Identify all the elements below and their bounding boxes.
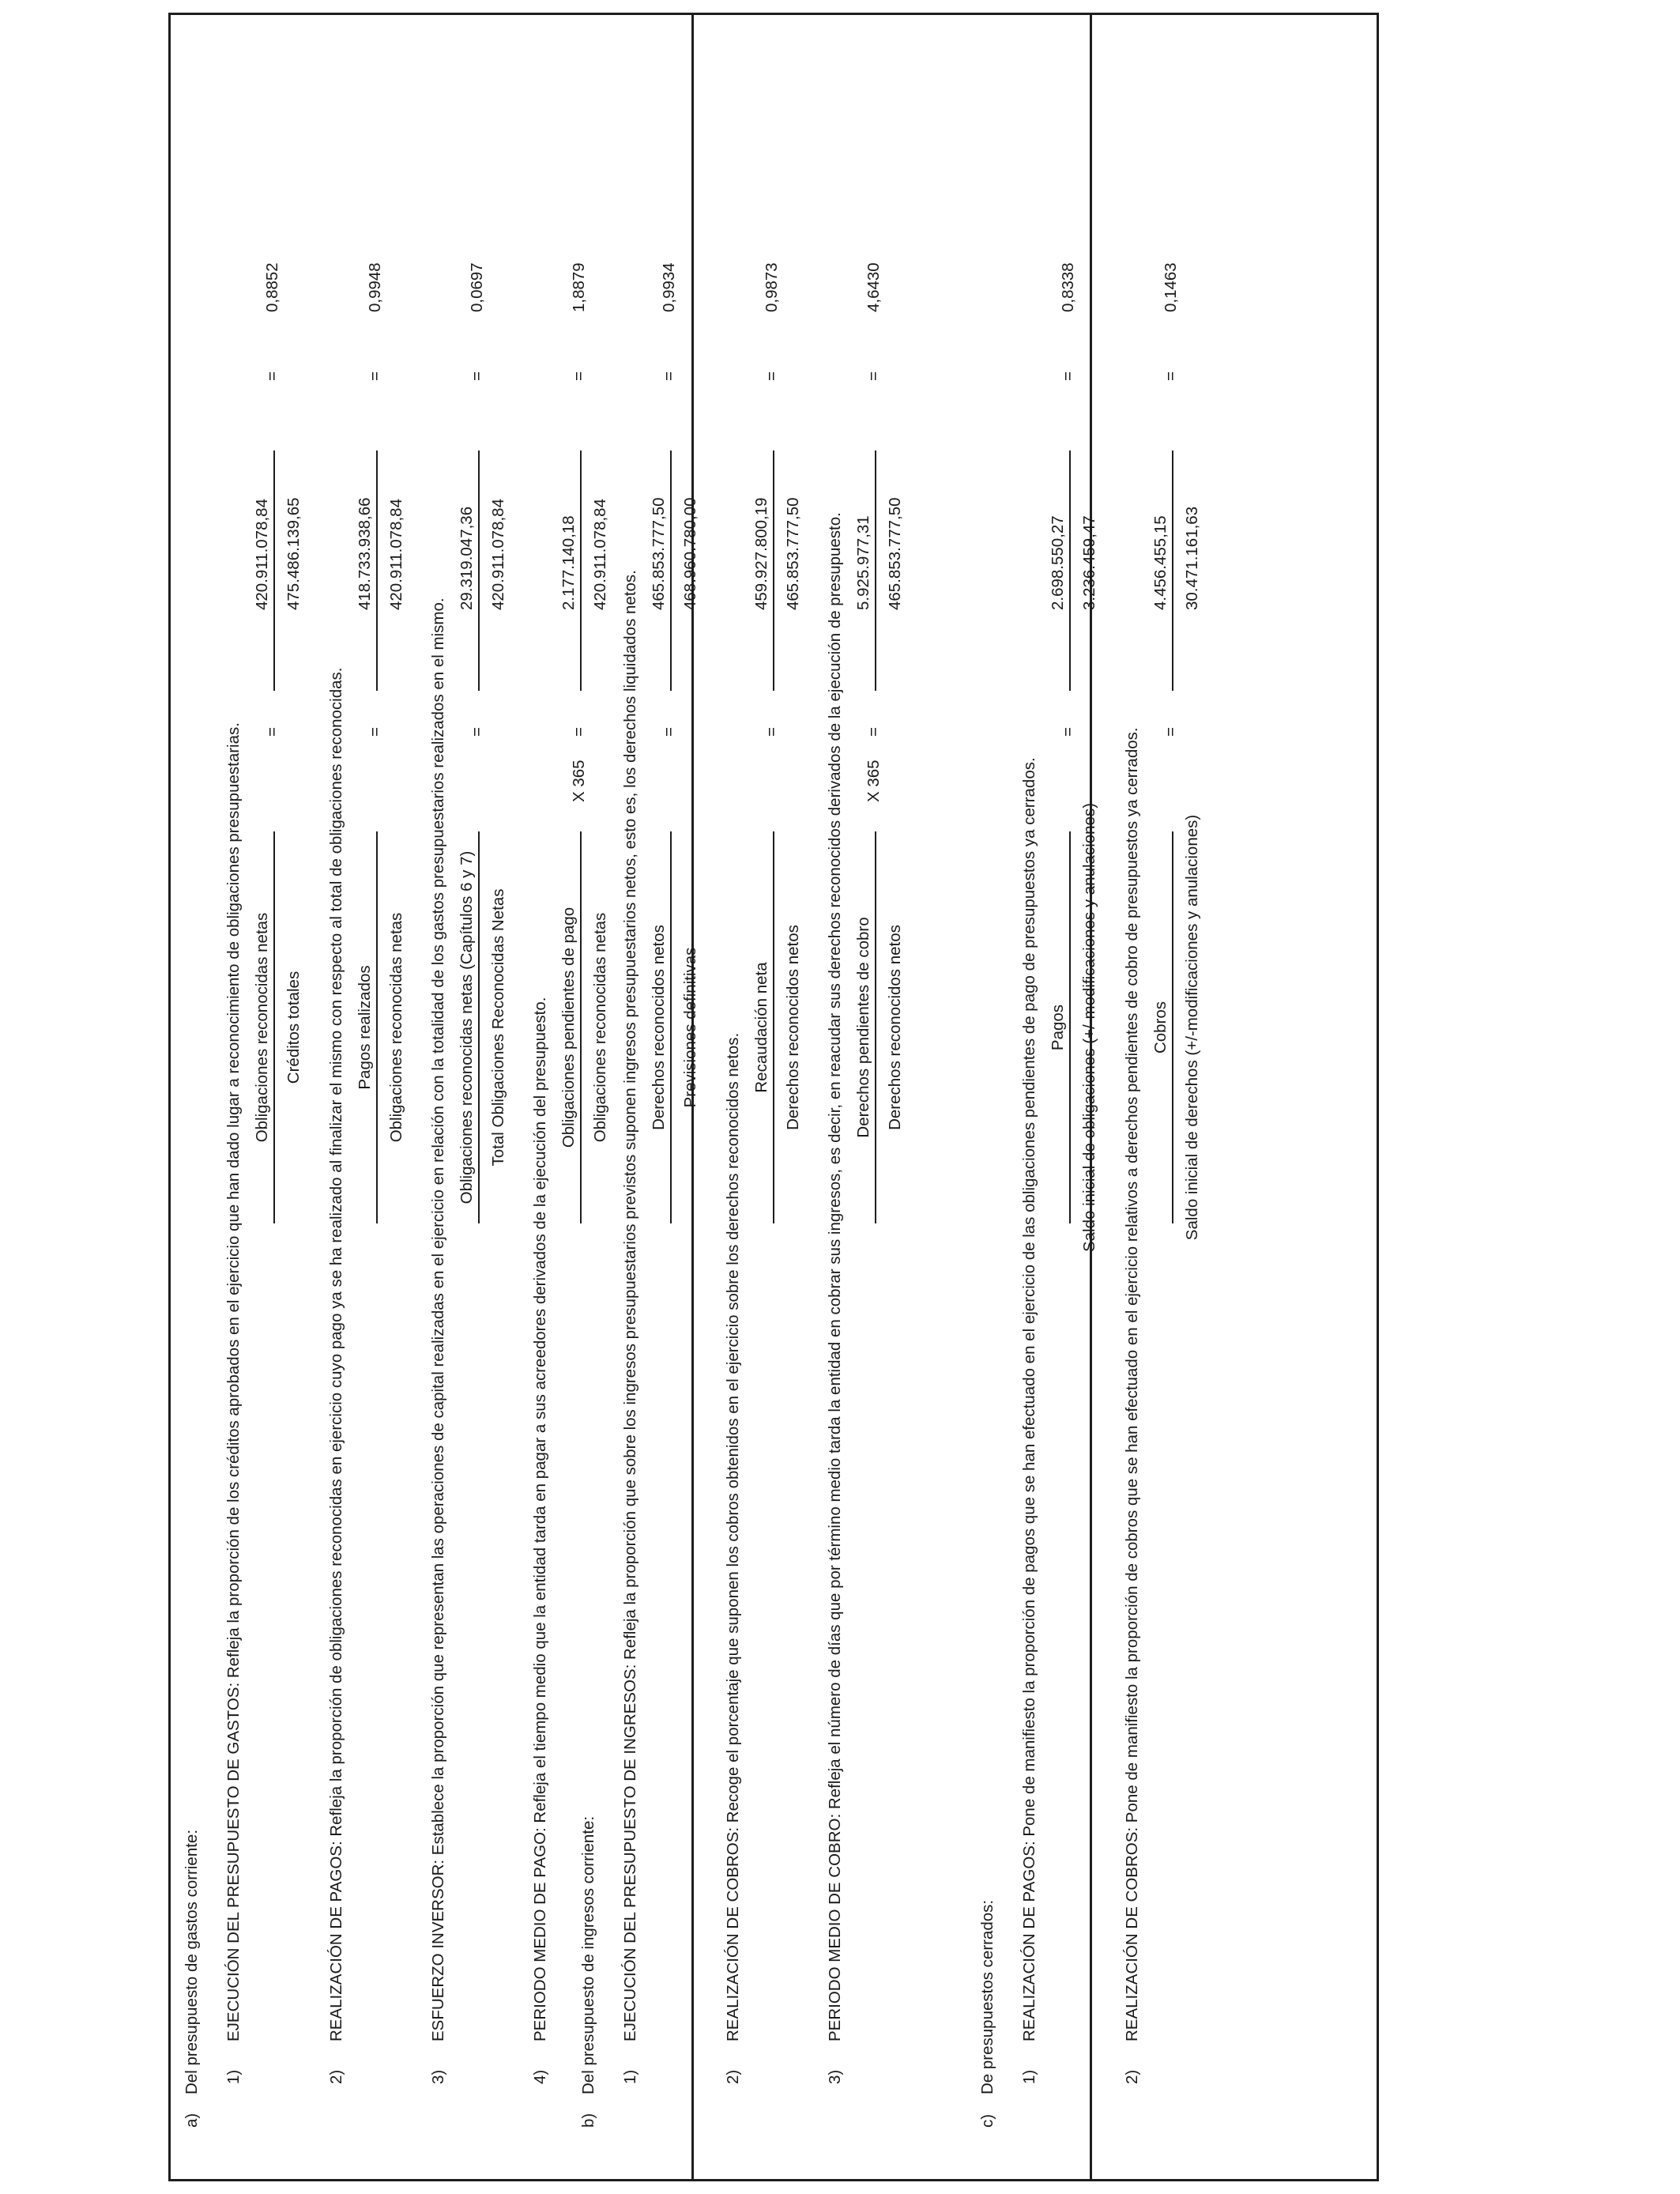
fraction-bar xyxy=(478,831,480,1223)
denominator-value: 465.853.777,50 xyxy=(886,497,904,610)
document-page xyxy=(168,13,1379,2181)
section-title: Del presupuesto de gastos corriente: xyxy=(183,1829,201,2094)
value-fraction-bar xyxy=(670,450,672,691)
equals-sign: = xyxy=(763,727,781,737)
equals-sign: = xyxy=(366,727,384,737)
equals-sign: = xyxy=(263,371,281,381)
value-fraction-bar xyxy=(875,450,876,691)
numerator-value: 4.456.455,15 xyxy=(1151,515,1170,610)
fraction-bar xyxy=(1069,831,1071,1223)
denominator-label: Obligaciones reconocidas netas xyxy=(591,912,609,1143)
denominator-label: Total Obligaciones Reconocidas Netas xyxy=(489,888,507,1167)
result-value: 0,9948 xyxy=(366,262,384,312)
value-fraction-bar xyxy=(478,450,480,691)
value-fraction-bar xyxy=(1069,450,1071,691)
numerator-label: Pagos xyxy=(1049,1004,1067,1051)
numerator-value: 5.925.977,31 xyxy=(854,515,872,610)
item-description: REALIZACIÓN DE PAGOS: Refleja la proporción de obligaciones reconocidas en ejercicio cuyo pago ya se ha realizado al finalizar el mismo con respecto al total de obligaciones reconocidas. xyxy=(327,667,345,2041)
value-fraction-bar xyxy=(580,450,582,691)
denominator-value: 465.853.777,50 xyxy=(784,497,802,610)
section-letter: a) xyxy=(183,2113,201,2128)
denominator-value: 468.960.780,00 xyxy=(681,497,699,610)
item-number: 1) xyxy=(224,2069,243,2084)
result-value: 0,8852 xyxy=(263,262,281,312)
equals-sign: = xyxy=(660,727,678,737)
numerator-value: 420.911.078,84 xyxy=(253,499,271,610)
value-fraction-bar xyxy=(1172,450,1173,691)
item-description: REALIZACIÓN DE COBROS: Pone de manifiesto la proporción de cobros que se han efectuado en el ejercicio relativos a derechos pendientes de cobro de presupuestos ya cerrados. xyxy=(1123,727,1141,2041)
numerator-value: 2.177.140,18 xyxy=(559,515,578,610)
value-fraction-bar xyxy=(773,450,774,691)
item-number: 1) xyxy=(621,2069,639,2084)
item-description: PERIODO MEDIO DE PAGO: Refleja el tiempo medio que la entidad tarda en pagar a sus acreedores derivados de la ejecución del presupuesto. xyxy=(531,997,549,2041)
equals-sign: = xyxy=(468,371,486,381)
numerator-label: Cobros xyxy=(1151,1001,1170,1054)
equals-sign: = xyxy=(660,371,678,381)
result-value: 0,0697 xyxy=(468,262,486,312)
equals-sign: = xyxy=(366,371,384,381)
item-description: ESFUERZO INVERSOR: Establece la proporción que representan las operaciones de capital realizadas en el ejercicio en relación con la totalidad de los gastos presupuestarios realizados en el mismo. xyxy=(429,598,447,2041)
item-number: 2) xyxy=(327,2069,345,2084)
multiplier: X 365 xyxy=(570,760,588,802)
denominator-value: 420.911.078,84 xyxy=(489,499,507,610)
equals-sign: = xyxy=(1059,727,1077,737)
denominator-label: Créditos totales xyxy=(284,971,303,1084)
fraction-bar xyxy=(773,831,774,1223)
equals-sign: = xyxy=(263,727,281,737)
section-title: De presupuestos cerrados: xyxy=(978,1899,996,2094)
numerator-value: 29.319.047,36 xyxy=(458,506,476,610)
fraction-bar xyxy=(376,831,378,1223)
denominator-label: Previsiones definitivas xyxy=(681,947,699,1108)
numerator-label: Obligaciones reconocidas netas (Capítulos 6 y 7) xyxy=(458,850,476,1204)
multiplier: X 365 xyxy=(864,760,883,802)
item-number: 3) xyxy=(429,2069,447,2084)
item-number: 1) xyxy=(1020,2069,1038,2084)
fraction-bar xyxy=(670,831,672,1223)
fraction-bar xyxy=(273,831,275,1223)
numerator-value: 459.927.800,19 xyxy=(752,497,770,610)
fraction-bar xyxy=(875,831,876,1223)
denominator-value: 30.471.161,63 xyxy=(1183,506,1201,610)
item-number: 2) xyxy=(1123,2069,1141,2084)
denominator-value: 420.911.078,84 xyxy=(387,499,405,610)
denominator-value: 3.236.459,47 xyxy=(1080,515,1098,610)
rotated-content xyxy=(168,13,1379,2181)
item-description: PERIODO MEDIO DE COBRO: Refleja el número de días que por término medio tarda la entidad en cobrar sus ingresos, es decir, en reacudar sus derechos reconocidos derivados de la ejecución de presupuesto. xyxy=(826,512,844,2041)
result-value: 1,8879 xyxy=(570,262,588,312)
result-value: 0,9873 xyxy=(763,262,781,312)
numerator-value: 2.698.550,27 xyxy=(1049,515,1067,610)
numerator-value: 465.853.777,50 xyxy=(650,497,668,610)
denominator-label: Derechos reconocidos netos xyxy=(784,925,802,1130)
numerator-label: Obligaciones pendientes de pago xyxy=(559,907,578,1148)
section-title: Del presupuesto de ingresos corriente: xyxy=(579,1815,597,2094)
equals-sign: = xyxy=(864,727,883,737)
item-number: 3) xyxy=(826,2069,844,2084)
numerator-label: Obligaciones reconocidas netas xyxy=(253,912,271,1143)
result-value: 0,8338 xyxy=(1059,262,1077,312)
numerator-label: Derechos reconocidos netos xyxy=(650,925,668,1130)
item-description: REALIZACIÓN DE COBROS: Recoge el porcentaje que suponen los cobros obtenidos en el ejercicio sobre los derechos reconocidos netos. xyxy=(724,1032,742,2041)
equals-sign: = xyxy=(1162,727,1180,737)
denominator-value: 475.486.139,65 xyxy=(284,497,303,610)
equals-sign: = xyxy=(763,371,781,381)
denominator-value: 420.911.078,84 xyxy=(591,499,609,610)
numerator-label: Pagos realizados xyxy=(356,965,374,1090)
result-value: 0,9934 xyxy=(660,262,678,312)
numerator-value: 418.733.938,66 xyxy=(356,497,374,610)
section-letter: c) xyxy=(978,2113,996,2128)
item-description: EJECUCIÓN DEL PRESUPUESTO DE GASTOS: Refleja la proporción de los créditos aprobados en el ejercicio que han dado lugar a reconocimiento de obligaciones presupuestarias. xyxy=(224,722,243,2041)
numerator-label: Derechos pendientes de cobro xyxy=(854,917,872,1138)
equals-sign: = xyxy=(468,727,486,737)
item-number: 4) xyxy=(531,2069,549,2084)
denominator-label: Saldo inicial de obligaciones (+/-modificaciones y anulaciones) xyxy=(1080,802,1098,1253)
value-fraction-bar xyxy=(273,450,275,691)
equals-sign: = xyxy=(570,371,588,381)
denominator-label: Derechos reconocidos netos xyxy=(886,925,904,1130)
denominator-label: Saldo inicial de derechos (+/-modificaciones y anulaciones) xyxy=(1183,814,1201,1241)
item-description: REALIZACIÓN DE PAGOS: Pone de manifiesto la proporción de pagos que se han efectuado en el ejercicio de las obligaciones pendientes de pago de presupuestos ya cerrados. xyxy=(1020,757,1038,2041)
fraction-bar xyxy=(1172,831,1173,1223)
numerator-label: Recaudación neta xyxy=(752,962,770,1093)
equals-sign: = xyxy=(1162,371,1180,381)
fraction-bar xyxy=(580,831,582,1223)
section-letter: b) xyxy=(579,2113,597,2128)
item-description: EJECUCIÓN DEL PRESUPUESTO DE INGRESOS: Refleja la proporción que sobre los ingresos presupuestarios previstos suponen ingresos presupuestarios netos, esto es, los derechos liquidados netos. xyxy=(621,570,639,2041)
equals-sign: = xyxy=(864,371,883,381)
result-value: 4,6430 xyxy=(864,262,883,312)
item-number: 2) xyxy=(724,2069,742,2084)
result-value: 0,1463 xyxy=(1162,262,1180,312)
denominator-label: Obligaciones reconocidas netas xyxy=(387,912,405,1143)
equals-sign: = xyxy=(570,727,588,737)
equals-sign: = xyxy=(1059,371,1077,381)
value-fraction-bar xyxy=(376,450,378,691)
